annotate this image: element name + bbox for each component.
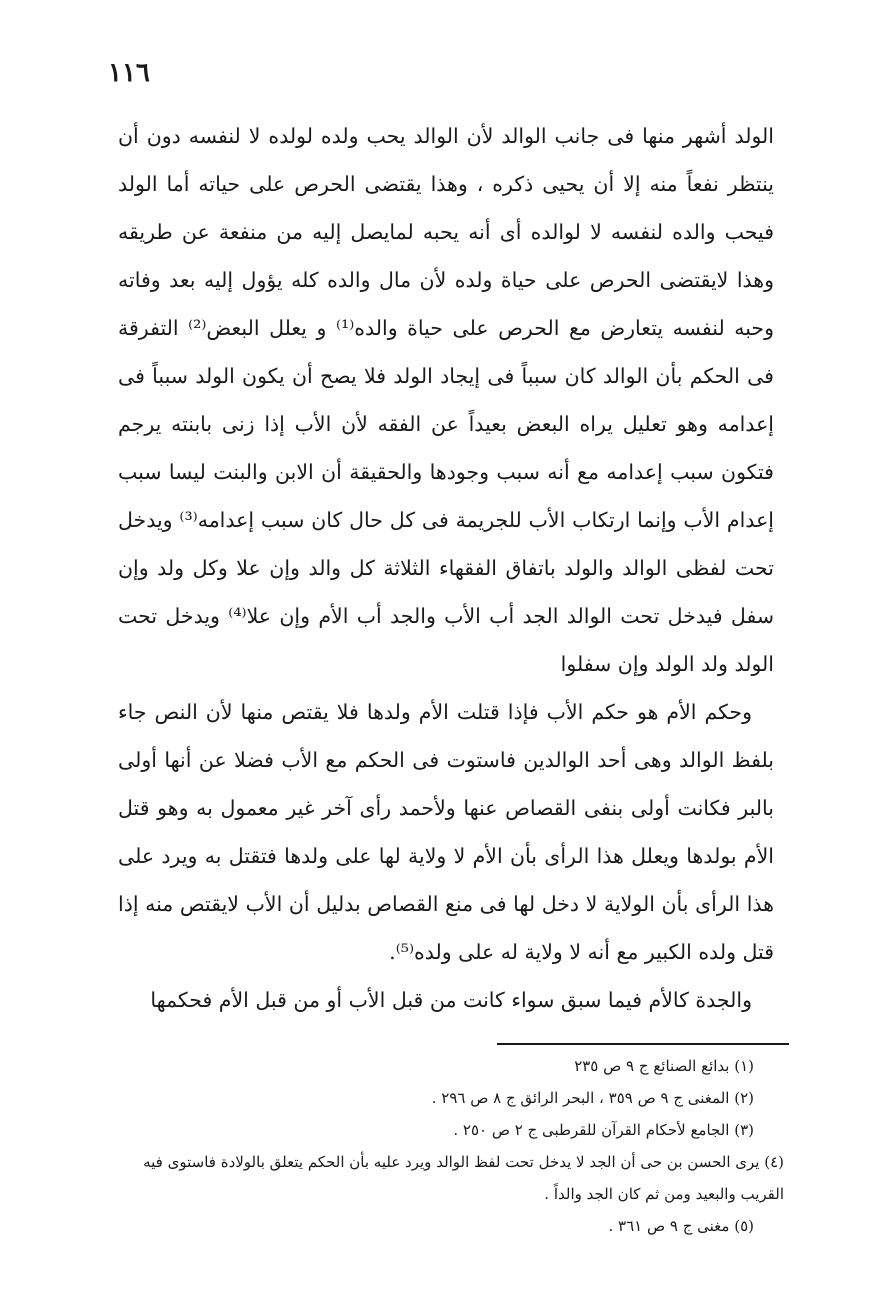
- footnote-separator: [497, 1043, 789, 1045]
- main-text: [118, 112, 774, 1024]
- footnote: (١) بدائع الصنائع ج ٩ ص ٢٣٥: [574, 1057, 754, 1075]
- footnotes: [108, 1050, 784, 1242]
- footnote: (٥) مغنى ج ٩ ص ٣٦١ .: [608, 1217, 754, 1235]
- paragraph: الولد أشهر منها فى جانب الوالد لأن الوالد يحب ولده لولده لا لنفسه دون أن ينتظر نفعاً منه إلا أن يحيى ذكره ، وهذا يقتضى الحرص على حياته أما الولد فيحب والده لنفسه لا لوالده أى أنه يحبه لمايصل إليه من منفعة عن طريقه وهذا لايقتضى الحرص على حياة ولده لأن مال والده كله يؤول إليه بعد وفاته وحبه لنفسه يتعارض مع الحرص على حياة والده⁽¹⁾ و يعلل البعض⁽²⁾ التفرقة فى الحكم بأن الوالد كان سبباً فى إيجاد الولد فلا يصح أن يكون الولد سبباً فى إعدامه وهو تعليل يراه البعض بعيداً عن الفقه لأن الأب إذا زنى بابنته يرجم فتكون سبب إعدامه مع أنه سبب وجودها والحقيقة أن الابن والبنت ليسا سبب إعدام الأب وإنما ارتكاب الأب للجريمة فى كل حال كان سبب إعدامه⁽³⁾ ويدخل تحت لفظى الوالد والولد باتفاق الفقهاء الثلاثة كل والد وإن علا وكل ولد وإن سفل فيدخل تحت الوالد الجد أب الأب والجد أب الأم وإن علا⁽⁴⁾ ويدخل تحت الولد ولد الولد وإن سفلوا: [118, 124, 775, 676]
- paragraph: والجدة كالأم فيما سبق سواء كانت من قبل الأب أو من قبل الأم فحكمها: [150, 988, 752, 1012]
- footnote: (٣) الجامع لأحكام القرآن للقرطبى ج ٢ ص ٢٥٠ .: [453, 1121, 754, 1139]
- footnote: (٢) المغنى ج ٩ ص ٣٥٩ ، البحر الرائق ج ٨ ص ٢٩٦ .: [431, 1089, 754, 1107]
- footnote: (٤) يرى الحسن بن حى أن الجد لا يدخل تحت لفظ الوالد ويرد عليه بأن الحكم يتعلق بالولادة فاستوى فيه القريب والبعيد ومن ثم كان الجد والداً .: [143, 1153, 784, 1203]
- paragraph: وحكم الأم هو حكم الأب فإذا قتلت الأم ولدها فلا يقتص منها لأن النص جاء بلفظ الوالد وهى أحد الوالدين فاستوت فى الحكم مع الأب فضلا عن أنها أولى بالبر فكانت أولى بنفى القصاص عنها ولأحمد رأى آخر غير معمول به وهو قتل الأم بولدها ويعلل هذا الرأى بأن الأم لا ولاية لها على ولدها فتقتل به ويرد على هذا الرأى بأن الولاية لا دخل لها فى منع القصاص بدليل أن الأب لايقتص منه إذا قتل ولده الكبير مع أنه لا ولاية له على ولده⁽⁵⁾.: [118, 700, 774, 964]
- page-number: ١١٦: [108, 58, 150, 88]
